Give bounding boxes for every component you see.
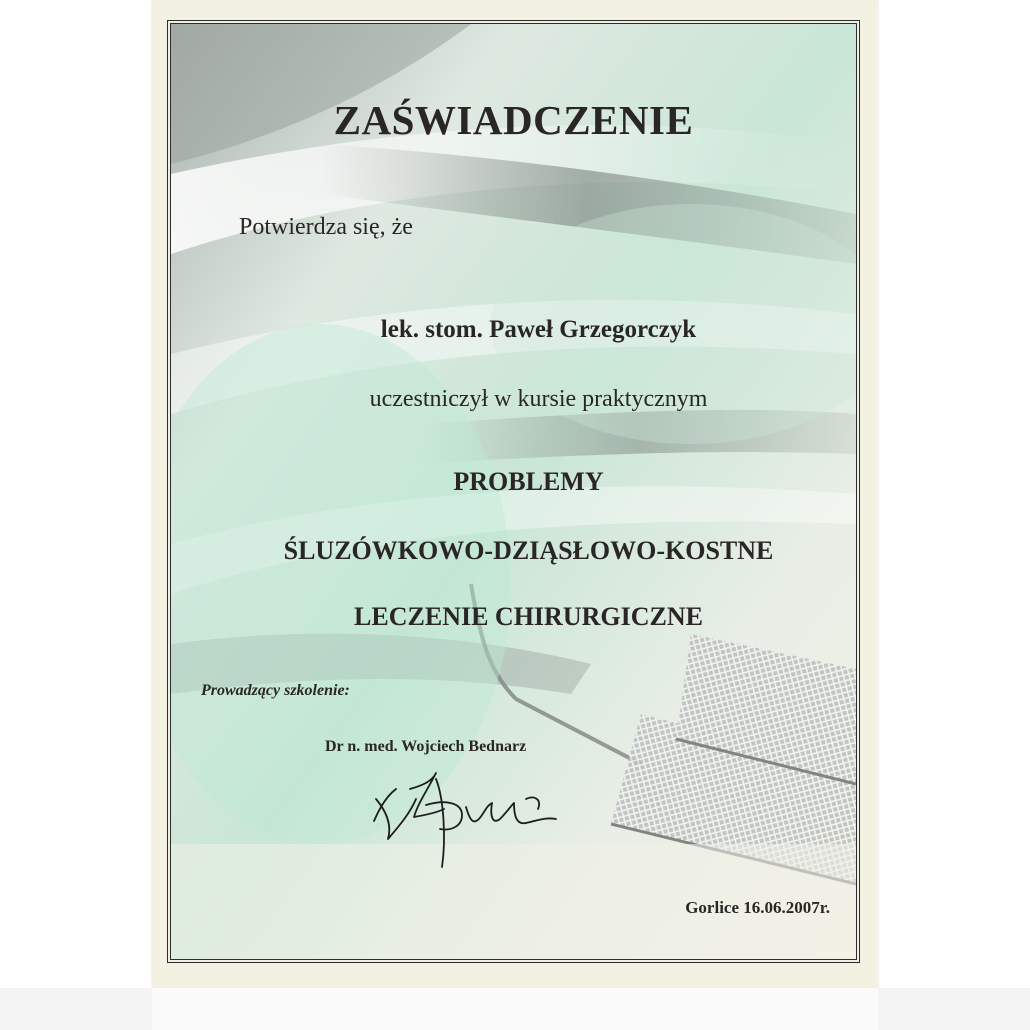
course-title-line-1: PROBLEMY xyxy=(453,467,604,496)
place-and-date: Gorlice 16.06.2007r. xyxy=(685,898,830,917)
scan-bottom-strip xyxy=(0,988,1030,1030)
certificate-frame xyxy=(167,20,860,963)
paper-foot xyxy=(152,988,878,1030)
lecturer-name: Dr n. med. Wojciech Bednarz xyxy=(325,738,527,755)
course-title-line-3: LECZENIE CHIRURGICZNE xyxy=(354,602,703,631)
course-title-line-2: ŚLUZÓWKOWO-DZIĄSŁOWO-KOSTNE xyxy=(283,536,774,565)
handwritten-signature-icon xyxy=(366,759,576,869)
certificate-title: ZAŚWIADCZENIE xyxy=(333,97,694,143)
participation-text: uczestniczył w kursie praktycznym xyxy=(369,386,708,412)
intro-text: Potwierdza się, że xyxy=(239,214,413,240)
lecturer-label: Prowadzący szkolenie: xyxy=(201,682,350,699)
recipient-name: lek. stom. Paweł Grzegorczyk xyxy=(380,316,697,343)
